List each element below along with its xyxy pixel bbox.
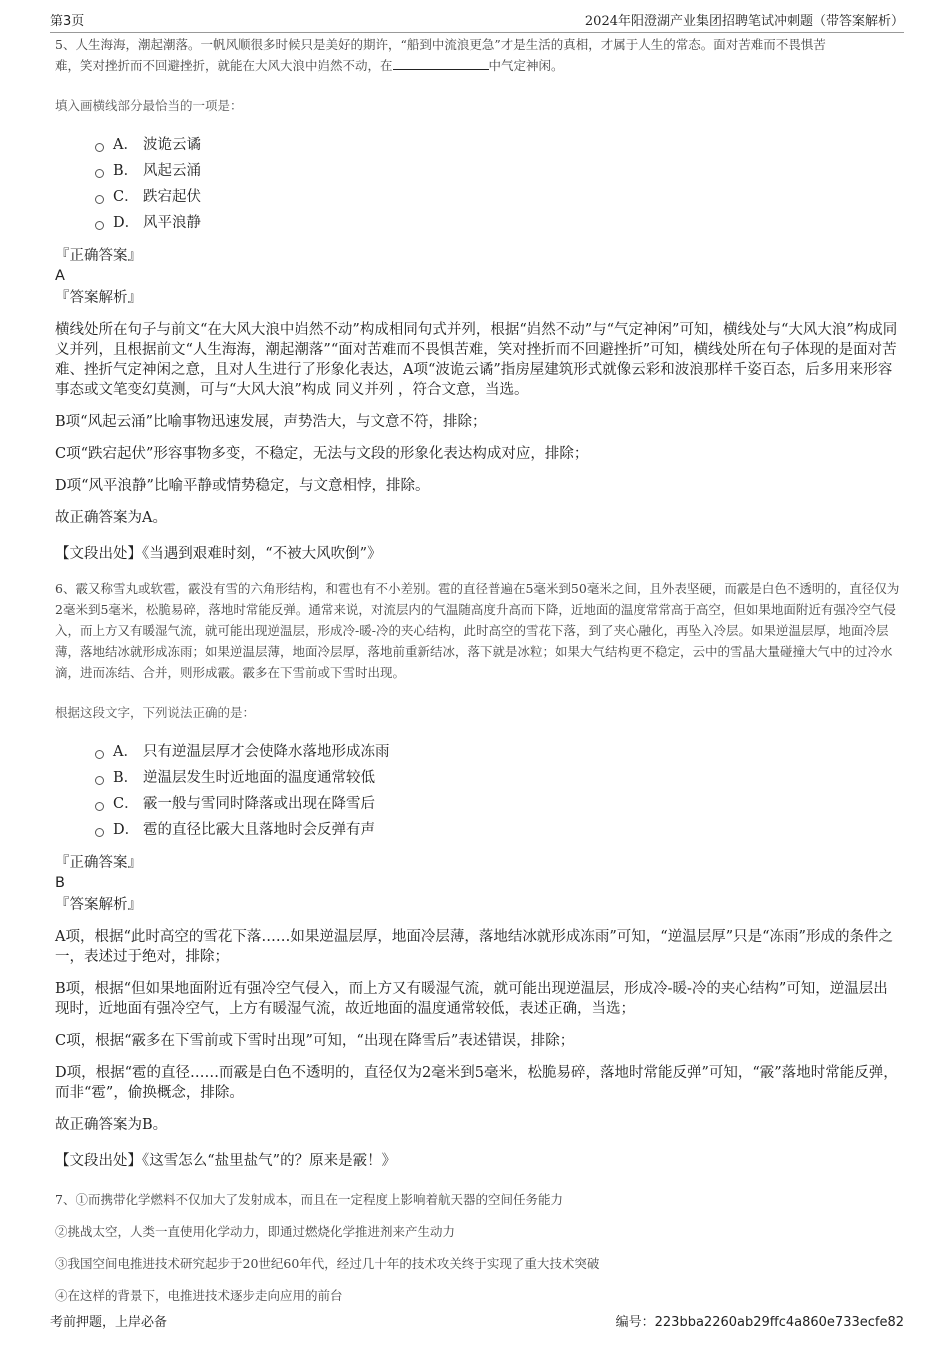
question-5-line-1: 5、人生海海，潮起潮落。一帆风顺很多时候只是美好的期许，“船到中流浪更急”才是生活的真相，才属于人生的常态。面对苦难而不畏惧苦	[55, 37, 826, 52]
correct-answer: B	[55, 875, 65, 891]
analysis-label: 『答案解析』	[55, 290, 142, 306]
radio-icon[interactable]	[95, 221, 104, 230]
text-source: 【文段出处】《当遇到艰难时刻，“不被大风吹倒”》	[55, 546, 382, 562]
correct-answer-label: 『正确答案』	[55, 248, 142, 264]
radio-icon[interactable]	[95, 776, 104, 785]
option-d[interactable]: D． 雹的直径比霰大且落地时会反弹有声	[95, 817, 900, 843]
page-footer	[50, 1313, 904, 1333]
radio-icon[interactable]	[95, 802, 104, 811]
option-c[interactable]: C． 跌宕起伏	[95, 184, 900, 210]
question-6	[55, 578, 900, 1171]
question-7-sentence: ②挑战太空，人类一直使用化学动力，即通过燃烧化学推进剂来产生动力	[55, 1224, 456, 1239]
radio-icon[interactable]	[95, 750, 104, 759]
document-code-value: 223bba2260ab29ffc4a860e733ecfe82	[654, 1315, 904, 1330]
page-number: 第3页	[50, 14, 85, 29]
page-header	[50, 12, 904, 33]
analysis-paragraph: A项，根据“此时高空的雪花下落……如果逆温层厚，地面冷层薄，落地结冰就形成冻雨”可知，“逆温层厚”只是“冻雨”形成的条件之一，表述过于绝对，排除；	[55, 929, 893, 965]
radio-icon[interactable]	[95, 828, 104, 837]
option-b[interactable]: B． 风起云涌	[95, 158, 900, 184]
analysis-paragraph: C项，根据“霰多在下雪前或下雪时出现”可知，“出现在降雪后”表述错误，排除；	[55, 1033, 575, 1049]
correct-answer: A	[55, 268, 65, 284]
analysis-paragraph: B项，根据“但如果地面附近有强冷空气侵入，而上方又有暖湿气流，就可能出现逆温层，形成冷-暖-冷的夹心结构”可知，逆温层出现时，近地面有强冷空气，上方有暖湿气流，故近地面的温度通常较低，表述正确，当选；	[55, 981, 888, 1017]
fill-blank	[393, 55, 489, 70]
analysis-paragraph: D项“风平浪静”比喻平静或情势稳定，与文意相悖，排除。	[55, 478, 430, 494]
analysis-paragraph: D项，根据“雹的直径……而霰是白色不透明的，直径仅为2毫米到5毫米，松脆易碎，落地时常能反弹”可知，“霰”落地时常能反弹，而非“雹”，偷换概念，排除。	[55, 1065, 898, 1101]
document-code-label: 编号：	[615, 1315, 655, 1330]
radio-icon[interactable]	[95, 143, 104, 152]
question-6-options	[95, 739, 900, 843]
option-c[interactable]: C． 霰一般与雪同时降落或出现在降雪后	[95, 791, 900, 817]
option-a[interactable]: A． 波诡云谲	[95, 132, 900, 158]
question-5	[55, 34, 900, 564]
option-b[interactable]: B． 逆温层发生时近地面的温度通常较低	[95, 765, 900, 791]
question-5-options	[95, 132, 900, 236]
document-title: 2024年阳澄湖产业集团招聘笔试冲刺题（带答案解析）	[584, 14, 904, 29]
correct-answer-label: 『正确答案』	[55, 855, 142, 871]
footer-slogan: 考前押题，上岸必备	[50, 1315, 168, 1330]
analysis-conclusion: 故正确答案为B。	[55, 1117, 168, 1133]
text-source: 【文段出处】《这雪怎么“盐里盐气”的？原来是霰！》	[55, 1153, 397, 1169]
option-a[interactable]: A． 只有逆温层厚才会使降水落地形成冻雨	[95, 739, 900, 765]
question-5-text	[55, 34, 900, 76]
question-7-sentence: ④在这样的背景下，电推进技术逐步走向应用的前台	[55, 1288, 343, 1303]
analysis-paragraph: B项“风起云涌”比喻事物迅速发展，声势浩大，与文意不符，排除；	[55, 414, 487, 430]
question-7-sentence: 7、①而携带化学燃料不仅加大了发射成本，而且在一定程度上影响着航天器的空间任务能力	[55, 1192, 563, 1207]
question-6-text: 6、霰又称雪丸或软雹，霰没有雪的六角形结构，和雹也有不小差别。雹的直径普遍在5毫米到50毫米之间，且外表坚硬，而霰是白色不透明的，直径仅为2毫米到5毫米，松脆易碎，落地时常能反弹。通常来说，对流层内的气温随高度升高而下降，近地面的温度常常高于高空，但如果地面附近有强冷空气侵入，而上方又有暖湿气流，就可能出现逆温层，形成冷-暖-冷的夹心结构，此时高空的雪花下落，到了夹心融化，再坠入冷层。如果逆温层厚，地面冷层薄，落地结冰就形成冻雨；如果逆温层薄，地面冷层厚，落地前重新结冰，落下就是冰粒；如果大气结构更不稳定，云中的雪晶大量碰撞大气中的过冷水滴，进而冻结、合并，则形成霰。霰多在下雪前或下雪时出现。	[55, 581, 900, 680]
analysis-label: 『答案解析』	[55, 897, 142, 913]
question-7-sentence: ③我国空间电推进技术研究起步于20世纪60年代，经过几十年的技术攻关终于实现了重大技术突破	[55, 1256, 600, 1271]
question-7	[55, 1189, 900, 1306]
question-5-line-2-end: 中气定神闲。	[488, 58, 564, 73]
radio-icon[interactable]	[95, 169, 104, 178]
page-content	[55, 32, 900, 1317]
question-5-instruction: 填入画横线部分最恰当的一项是：	[55, 98, 243, 113]
option-d[interactable]: D． 风平浪静	[95, 210, 900, 236]
radio-icon[interactable]	[95, 195, 104, 204]
document-code	[616, 1313, 904, 1333]
analysis-conclusion: 故正确答案为A。	[55, 510, 167, 526]
question-6-instruction: 根据这段文字，下列说法正确的是：	[55, 705, 256, 720]
analysis-paragraph: C项“跌宕起伏”形容事物多变，不稳定，无法与文段的形象化表达构成对应，排除；	[55, 446, 589, 462]
analysis-paragraph: 横线处所在句子与前文“在大风大浪中岿然不动”构成相同句式并列，根据“岿然不动”与“气定神闲”可知，横线处与“大风大浪”构成同义并列，且根据前文“人生海海，潮起潮落”“面对苦难而不畏惧苦难，笑对挫折而不回避挫折”可知，横线处所在句子体现的是面对苦难、挫折气定神闲之意，且对人生进行了形象化表达，A项“波诡云谲”指房屋建筑形式就像云彩和波浪那样千姿百态，后多用来形容事态或文笔变幻莫测，可与“大风大浪”构成 同义并列 ，符合文意，当选。	[55, 322, 898, 398]
question-5-line-2: 难，笑对挫折而不回避挫折，就能在大风大浪中岿然不动，在	[55, 58, 393, 73]
